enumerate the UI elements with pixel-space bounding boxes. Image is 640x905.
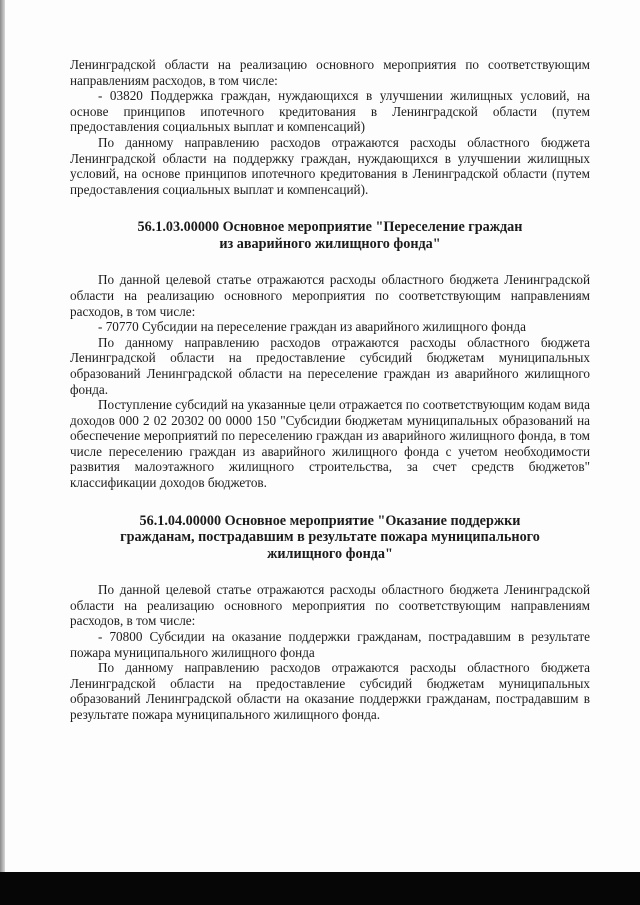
section2-heading-line1: 56.1.04.00000 Основное мероприятие "Оказание поддержки [139,512,521,529]
section2-paragraph-1: По данной целевой статье отражаются расходы областного бюджета Ленинградской области на реализацию основного мероприятия по соответствующим направлениям расходов, в том числе: [70,582,590,629]
section1-paragraph-3: По данному направлению расходов отражаются расходы областного бюджета Ленинградской области на предоставление субсидий бюджетам муниципальных образований Ленинградской области на переселение граждан из аварийного жилищного фонда. [70,334,590,397]
section2-heading-line3: жилищного фонда" [267,545,393,562]
scan-edge-shadow [0,0,5,872]
section1-paragraph-4: Поступление субсидий на указанные цели отражается по соответствующим кодам вида доходов 000 2 02 20302 00 0000 150 "Субсидии бюджетам муниципальных образований на обеспечение мероприятий по переселению граждан из аварийного жилищного фонда, в том числе переселению граждан из аварийного жилищного фонда с учетом необходимости развития малоэтажного жилищного строительства, за счет средств бюджетов" классификации доходов бюджетов. [70,397,590,491]
section1-heading-line1: 56.1.03.00000 Основное мероприятие "Переселение граждан [137,219,523,236]
document-page [70,57,590,723]
section2-heading-line2: гражданам, пострадавшим в результате пожара муниципального [120,529,540,546]
section2-paragraph-3: По данному направлению расходов отражаются расходы областного бюджета Ленинградской области на предоставление субсидий бюджетам муниципальных образований Ленинградской области на оказание поддержки гражданам, пострадавшим в результате пожара муниципального жилищного фонда. [70,660,590,722]
intro-paragraph-1: Ленинградской области на реализацию основного мероприятия по соответствующим направлениям расходов, в том числе: [70,57,590,88]
intro-paragraph-2: - 03820 Поддержка граждан, нуждающихся в улучшении жилищных условий, на основе принципов ипотечного кредитования в Ленинградской области (путем предоставления социальных выплат и компенсаций) [70,88,590,135]
section2-heading [70,513,590,563]
section1-paragraph-1: По данной целевой статье отражаются расходы областного бюджета Ленинградской области на реализацию основного мероприятия по соответствующим направлениям расходов, в том числе: [70,272,590,319]
section1-heading [70,219,590,252]
section2-paragraph-2: - 70800 Субсидии на оказание поддержки гражданам, пострадавшим в результате пожара муниципального жилищного фонда [70,628,590,660]
section1-heading-line2: из аварийного жилищного фонда" [219,235,441,252]
intro-paragraph-3: По данному направлению расходов отражаются расходы областного бюджета Ленинградской области на поддержку граждан, нуждающихся в улучшении жилищных условий, на основе принципов ипотечного кредитования в Ленинградской области (путем предоставления социальных выплат и компенсаций). [70,134,590,197]
section1-paragraph-2: - 70770 Субсидии на переселение граждан из аварийного жилищного фонда [98,319,526,335]
scan-bottom-bar [0,872,640,905]
